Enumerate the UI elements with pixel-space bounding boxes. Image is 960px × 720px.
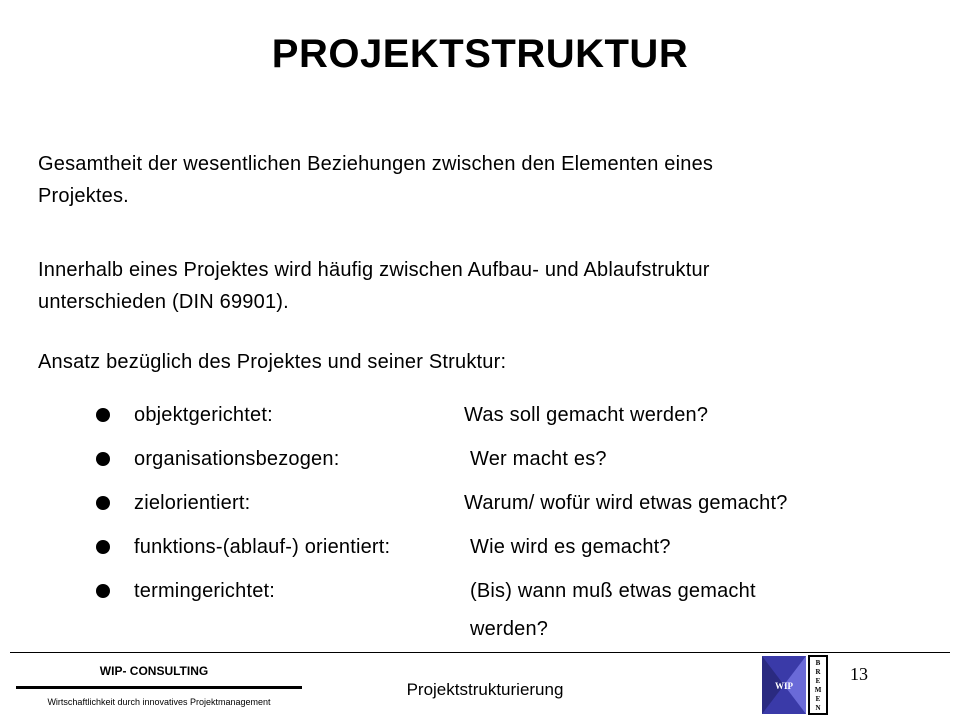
logo-letter: M (814, 686, 822, 694)
company-name: WIP- CONSULTING (99, 664, 209, 678)
bullet-answer: Wie wird es gemacht? (470, 536, 671, 558)
bullet-term: organisationsbezogen: (134, 448, 340, 470)
approach-paragraph (38, 346, 898, 378)
logo-wip-text: WIP (775, 681, 793, 691)
bullet-answer: Was soll gemacht werden? (464, 404, 709, 426)
structure-line-1: Innerhalb eines Projektes wird häufig zwischen Aufbau- und Ablaufstruktur (38, 259, 710, 281)
definition-paragraph (38, 148, 898, 212)
bullet-term: objektgerichtet: (134, 404, 273, 426)
approach-list (96, 396, 870, 654)
logo-letter: R (815, 668, 821, 676)
structure-paragraph (38, 254, 898, 318)
list-item (96, 572, 870, 654)
footer-topic: Projektstrukturierung (406, 680, 564, 699)
company-underline (16, 686, 302, 689)
list-item (96, 440, 870, 484)
logo-letter: B (815, 659, 821, 667)
page-number: 13 (850, 664, 868, 684)
bullet-dot-icon (96, 584, 110, 598)
bullet-term: termingerichtet: (134, 580, 276, 602)
definition-line-1: Gesamtheit der wesentlichen Beziehungen zwischen den Elementen eines (38, 153, 714, 175)
bullet-term: zielorientiert: (134, 492, 251, 514)
bullet-dot-icon (96, 408, 110, 422)
bullet-answer-line-2: werden? (470, 618, 549, 640)
list-item (96, 528, 870, 572)
logo-letter: E (815, 695, 821, 703)
bullet-answer-line-1: (Bis) wann muß etwas gemacht (470, 580, 756, 602)
logo-letter: N (815, 704, 821, 712)
bullet-answer (464, 572, 870, 648)
approach-line: Ansatz bezüglich des Projektes und seiner Struktur: (38, 351, 507, 373)
bullet-term: funktions-(ablauf-) orientiert: (134, 536, 391, 558)
bullet-answer: Warum/ wofür wird etwas gemacht? (464, 492, 788, 514)
structure-line-2: unterschieden (DIN 69901). (38, 291, 289, 313)
logo-letter: E (815, 677, 821, 685)
list-item (96, 396, 870, 440)
wip-bremen-logo-icon (760, 652, 840, 718)
company-tagline: Wirtschaftlichkeit durch innovatives Projektmanagement (47, 697, 271, 707)
list-item (96, 484, 870, 528)
bullet-dot-icon (96, 452, 110, 466)
slide-title: PROJEKTSTRUKTUR (271, 32, 689, 76)
bullet-dot-icon (96, 540, 110, 554)
bullet-answer: Wer macht es? (470, 448, 607, 470)
bullet-dot-icon (96, 496, 110, 510)
definition-line-2: Projektes. (38, 185, 129, 207)
